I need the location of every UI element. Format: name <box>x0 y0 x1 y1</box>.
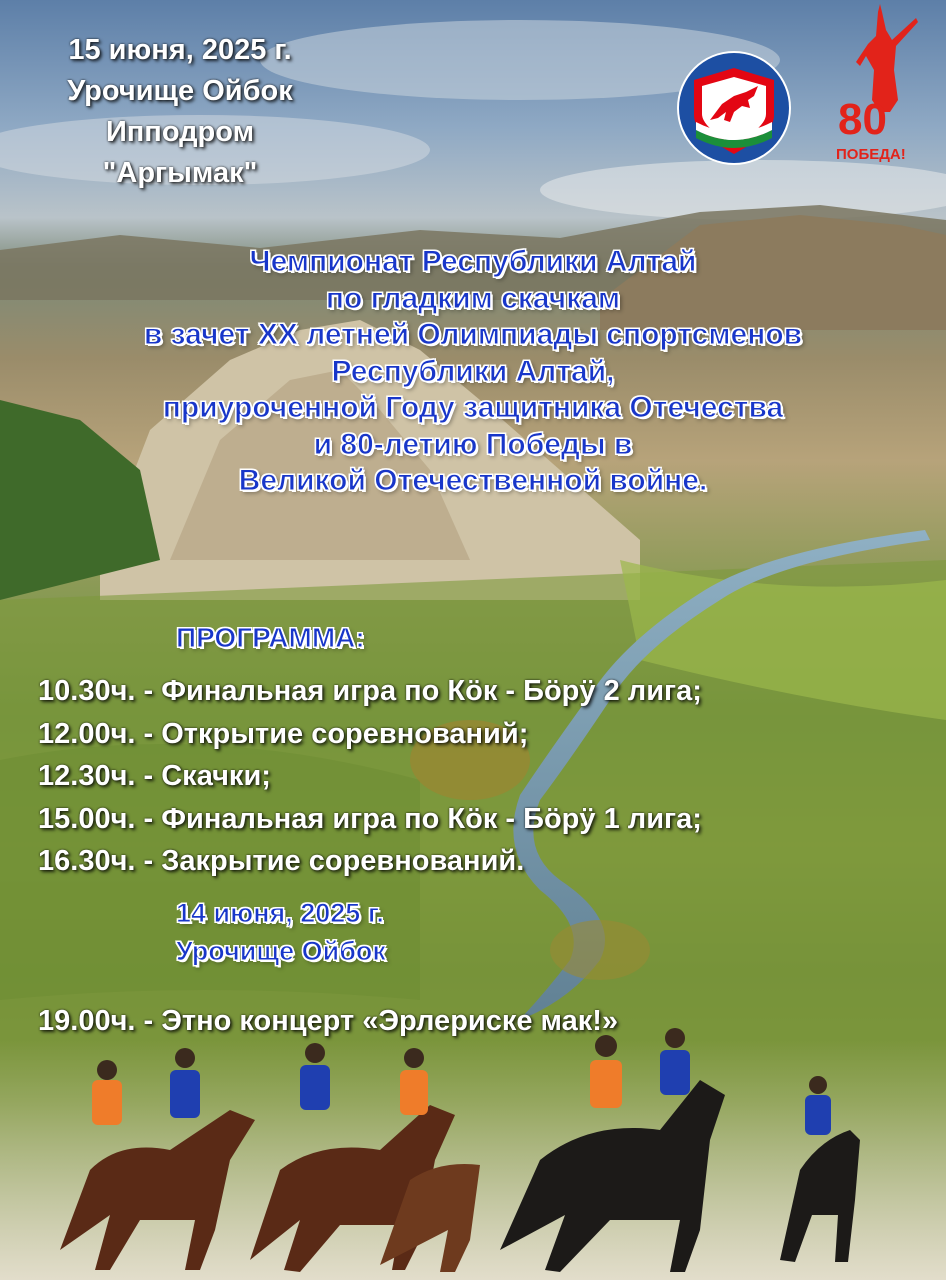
event-place: Урочище Ойбок <box>67 75 293 107</box>
motherland-statue-icon <box>832 0 924 170</box>
event-site-name: "Аргымак" <box>102 157 258 189</box>
title-line: Чемпионат Республики Алтай <box>249 245 697 278</box>
venue-block <box>30 30 330 194</box>
event-site: Ипподром <box>105 116 255 148</box>
victory-label: ПОБЕДА! <box>836 146 906 163</box>
event-date: 15 июня, 2025 г. <box>68 34 292 66</box>
second-day-date: 14 июня, 2025 г. <box>176 898 384 928</box>
title-line: Великой Отечественной войне. <box>238 464 708 497</box>
program-heading: ПРОГРАММА: <box>176 622 365 653</box>
victory-80-badge <box>832 0 924 170</box>
victory-number: 80 <box>838 95 887 144</box>
title-line: и 80-летию Победы в <box>313 427 633 461</box>
program-list <box>38 670 702 883</box>
second-day-place: Урочище Ойбок <box>176 936 386 966</box>
title-line: в зачет XX летней Олимпиады спортсменов <box>143 318 803 351</box>
title-line: приуроченной Году защитника Отечества <box>162 391 784 424</box>
program-item: 12.30ч. - Скачки; <box>38 760 271 792</box>
championship-title <box>40 244 906 500</box>
second-day-block <box>176 894 386 970</box>
program-item: 16.30ч. - Закрытие соревнований. <box>38 845 525 877</box>
program-item: 10.30ч. - Финальная игра по Кӧк - Бӧрӱ 2 лига; <box>38 675 702 707</box>
program-item: 12.00ч. - Открытие соревнований; <box>38 717 529 750</box>
altai-republic-emblem-icon <box>676 50 792 166</box>
concert-item: 19.00ч. - Этно концерт «Эрлериске мак!» <box>38 1005 619 1037</box>
program-item: 15.00ч. - Финальная игра по Кӧк - Бӧрӱ 1 лига; <box>38 802 702 835</box>
title-line: по гладким скачкам <box>325 281 621 315</box>
title-line: Республики Алтай, <box>331 354 615 388</box>
